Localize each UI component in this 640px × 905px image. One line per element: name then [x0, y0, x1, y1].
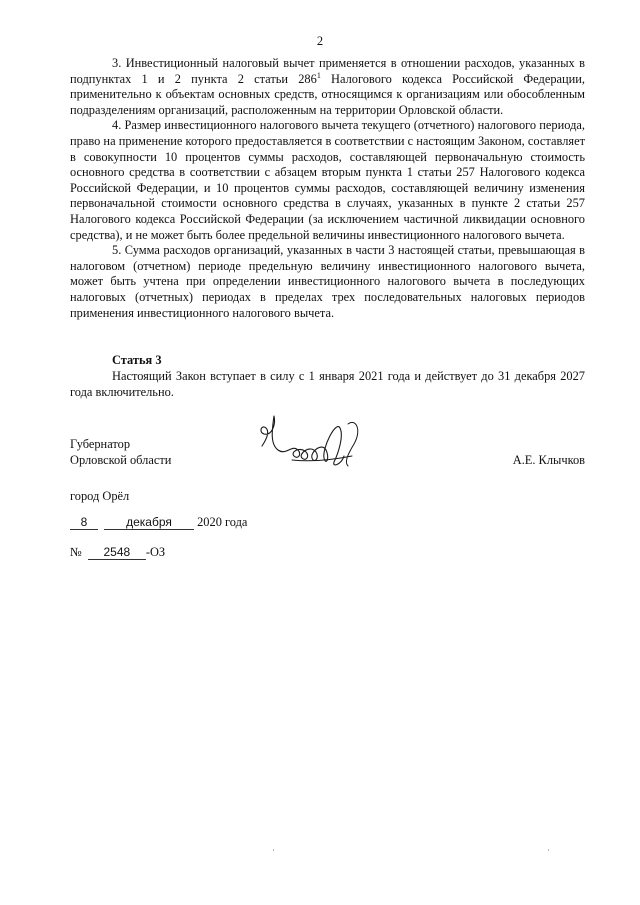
scan-speck: [548, 849, 549, 851]
paragraph-3: [70, 56, 585, 118]
paragraph-3-text-b: Налогового кодекса Российской Федерации, применительно к объектам основных средств, относящимся к организациям или обособленным подразделениям организаций, расположенным на территории Орловской области.: [70, 71, 586, 117]
law-number: [70, 545, 165, 560]
signer-name: А.Е. Клычков: [512, 453, 585, 467]
scan-speck: [273, 849, 274, 851]
law-number-value: 2548: [88, 546, 146, 560]
signer-position-line-2: Орловской области: [70, 452, 172, 467]
article-3-title: Статья 3: [112, 353, 162, 367]
article-2-continuation: [70, 56, 585, 321]
page-number: 2: [316, 34, 324, 48]
signing-date: [70, 515, 247, 530]
article-3-body: [70, 369, 585, 400]
date-day: 8: [70, 516, 98, 530]
signer-position-line-1: Губернатор: [70, 437, 131, 451]
paragraph-5: 5. Сумма расходов организаций, указанных в части 3 настоящей статьи, превышающая в налоговом (отчетном) периоде предельную величину инвестиционного налогового вычета, может быть учтена при определении инвестиционного налогового вычета в последующих налоговых (отчетных) периодах в пределах трех последовательных налоговых периодов применения инвестиционного налогового вычета.: [70, 243, 585, 320]
paragraph-4: 4. Размер инвестиционного налогового вычета текущего (отчетного) налогового периода, право на применение которого предоставляется в соответствии с настоящим Законом, составляет в совокупности 10 процентов суммы расходов, составляющей первоначальную стоимость основного средства в соответствии с абзацем вторым пункта 1 статьи 257 Налогового кодекса Российской Федерации, и 10 процентов суммы расходов, составляющей величину изменения первоначальной стоимости основного средства в случаях, указанных в пункте 2 статьи 257 Налогового кодекса Российской Федерации (за исключением частичной ликвидации основного средства), и не может быть более предельной величины инвестиционного налогового вычета.: [70, 118, 585, 242]
date-month: декабря: [104, 516, 194, 530]
paragraph-3-text-a: 3. Инвестиционный налоговый вычет применяется в отношении расходов, указанных в подпунктах 1 и 2 пункта 2 статьи 286: [70, 56, 585, 86]
law-number-suffix: -ОЗ: [145, 545, 166, 559]
article-3-text: Настоящий Закон вступает в силу с 1 января 2021 года и действует до 31 декабря 2027 года включительно.: [70, 369, 585, 399]
date-year: 2020 года: [197, 515, 248, 529]
number-sign: №: [70, 545, 82, 559]
handwritten-signature: [252, 410, 372, 478]
city: город Орёл: [70, 489, 130, 503]
signer-position: [70, 437, 171, 468]
superscript: 1: [316, 70, 321, 80]
